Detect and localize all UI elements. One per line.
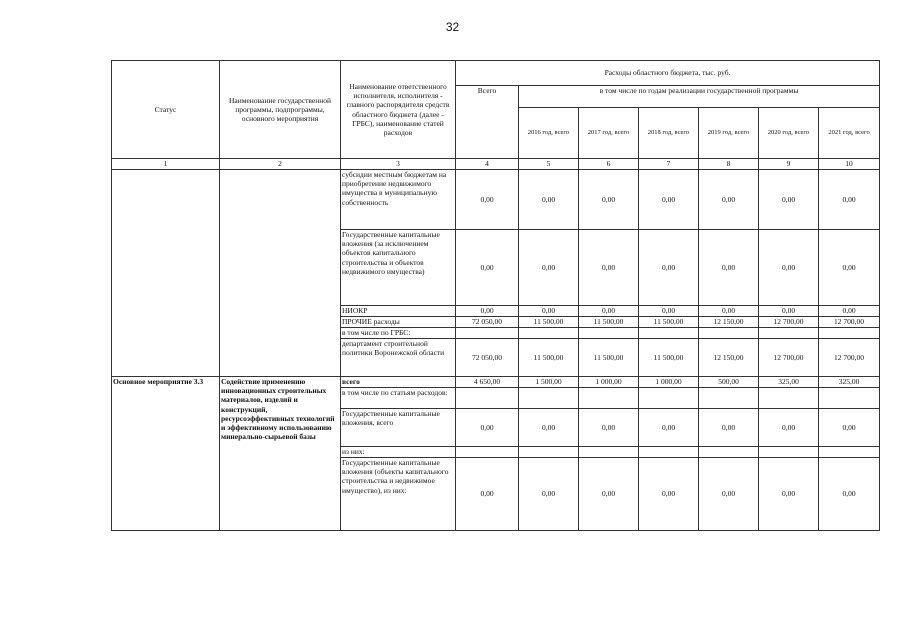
value-cell xyxy=(456,388,519,409)
column-number: 6 xyxy=(579,159,639,170)
value-cell: 1 500,00 xyxy=(519,377,579,388)
expense-item-label: из них: xyxy=(341,447,456,458)
value-cell xyxy=(519,388,579,409)
value-cell: 0,00 xyxy=(519,306,579,317)
value-cell xyxy=(819,447,880,458)
value-cell: 1 000,00 xyxy=(579,377,639,388)
value-cell: 12 150,00 xyxy=(699,339,759,377)
value-cell: 0,00 xyxy=(819,170,880,230)
header-year: 2017 год, всего xyxy=(579,108,639,159)
expense-item-label: ПРОЧИЕ расходы xyxy=(341,317,456,328)
expense-item-label: в том числе по ГРБС: xyxy=(341,328,456,339)
value-cell xyxy=(456,447,519,458)
value-cell: 0,00 xyxy=(456,458,519,531)
value-cell: 0,00 xyxy=(699,170,759,230)
header-status: Статус xyxy=(112,61,220,159)
value-cell: 0,00 xyxy=(456,230,519,306)
value-cell: 1 000,00 xyxy=(639,377,699,388)
value-cell: 325,00 xyxy=(819,377,880,388)
measure-name: Содействие применению инновационных строительных материалов, изделий и конструкций, ресурсоэффективных технологий и эффективному использованию минерально-сырьевой базы xyxy=(220,377,341,531)
value-cell xyxy=(519,447,579,458)
value-cell: 0,00 xyxy=(699,458,759,531)
column-number: 9 xyxy=(759,159,819,170)
budget-table xyxy=(111,60,880,531)
value-cell: 11 500,00 xyxy=(579,317,639,328)
expense-item-label: департамент строительной политики Воронежской области xyxy=(341,339,456,377)
column-number: 1 xyxy=(112,159,220,170)
header-year: 2021 год, всего xyxy=(819,108,880,159)
value-cell: 0,00 xyxy=(519,230,579,306)
header-budget-title: Расходы областного бюджета, тыс. руб. xyxy=(456,61,880,86)
value-cell xyxy=(759,388,819,409)
value-cell: 0,00 xyxy=(579,409,639,447)
value-cell: 11 500,00 xyxy=(519,317,579,328)
expense-item-label: Государственные капитальные вложения (за исключением объектов капитального строительства и объектов недвижимого имущества) xyxy=(341,230,456,306)
expense-item-label: субсидии местным бюджетам на приобретение недвижимого имущества в муниципальную собственность xyxy=(341,170,456,230)
value-cell: 0,00 xyxy=(456,170,519,230)
value-cell: 0,00 xyxy=(519,458,579,531)
value-cell: 0,00 xyxy=(639,230,699,306)
value-cell: 0,00 xyxy=(519,170,579,230)
value-cell: 325,00 xyxy=(759,377,819,388)
header-executor: Наименование ответственного исполнителя, исполнителя - главного распорядителя средств областного бюджета (далее - ГРБС), наименование статей расходов xyxy=(341,61,456,159)
value-cell: 12 700,00 xyxy=(819,317,880,328)
value-cell: 11 500,00 xyxy=(519,339,579,377)
value-cell xyxy=(759,447,819,458)
value-cell: 0,00 xyxy=(699,230,759,306)
value-cell: 0,00 xyxy=(819,409,880,447)
value-cell: 11 500,00 xyxy=(639,339,699,377)
value-cell: 0,00 xyxy=(456,306,519,317)
value-cell xyxy=(639,328,699,339)
column-number: 10 xyxy=(819,159,880,170)
value-cell: 0,00 xyxy=(819,230,880,306)
header-year: 2019 год, всего xyxy=(699,108,759,159)
value-cell xyxy=(639,388,699,409)
value-cell: 0,00 xyxy=(759,458,819,531)
value-cell xyxy=(579,388,639,409)
value-cell: 72 050,00 xyxy=(456,317,519,328)
value-cell xyxy=(579,328,639,339)
value-cell: 0,00 xyxy=(579,458,639,531)
value-cell: 0,00 xyxy=(699,409,759,447)
page-number: 32 xyxy=(445,20,460,34)
header-total: Всего xyxy=(456,86,519,159)
status-cell xyxy=(112,170,220,377)
value-cell xyxy=(699,447,759,458)
column-number: 4 xyxy=(456,159,519,170)
header-by-years: в том числе по годам реализации государственной программы xyxy=(519,86,880,108)
table-row xyxy=(112,170,880,230)
value-cell xyxy=(456,328,519,339)
value-cell xyxy=(759,328,819,339)
value-cell: 0,00 xyxy=(639,170,699,230)
column-number: 3 xyxy=(341,159,456,170)
measure-status: Основное мероприятие 3.3 xyxy=(112,377,220,531)
column-number: 2 xyxy=(220,159,341,170)
value-cell: 0,00 xyxy=(639,409,699,447)
value-cell: 0,00 xyxy=(579,170,639,230)
value-cell xyxy=(699,388,759,409)
expense-item-label: НИОКР xyxy=(341,306,456,317)
value-cell: 12 150,00 xyxy=(699,317,759,328)
column-number-row xyxy=(112,159,880,170)
table-row xyxy=(112,377,880,388)
expense-item-label: Государственные капитальные вложения (объекты капитального строительства и недвижимое имущество), из них: xyxy=(341,458,456,531)
value-cell xyxy=(819,388,880,409)
value-cell: 4 650,00 xyxy=(456,377,519,388)
expense-item-label: всего xyxy=(341,377,456,388)
value-cell: 0,00 xyxy=(579,230,639,306)
expense-item-label: в том числе по статьям расходов: xyxy=(341,388,456,409)
value-cell: 0,00 xyxy=(699,306,759,317)
header-program-name: Наименование государственной программы, подпрограммы, основного мероприятия xyxy=(220,61,341,159)
value-cell: 12 700,00 xyxy=(759,317,819,328)
value-cell xyxy=(699,328,759,339)
value-cell: 0,00 xyxy=(759,306,819,317)
header-year: 2020 год, всего xyxy=(759,108,819,159)
header-year: 2018 год, всего xyxy=(639,108,699,159)
column-number: 7 xyxy=(639,159,699,170)
value-cell xyxy=(639,447,699,458)
value-cell: 12 700,00 xyxy=(759,339,819,377)
program-name-cell xyxy=(220,170,341,377)
column-number: 8 xyxy=(699,159,759,170)
value-cell: 12 700,00 xyxy=(819,339,880,377)
value-cell: 72 050,00 xyxy=(456,339,519,377)
value-cell: 11 500,00 xyxy=(639,317,699,328)
value-cell: 0,00 xyxy=(819,306,880,317)
value-cell: 0,00 xyxy=(639,306,699,317)
value-cell: 0,00 xyxy=(519,409,579,447)
value-cell: 0,00 xyxy=(759,230,819,306)
expense-item-label: Государственные капитальные вложения, всего xyxy=(341,409,456,447)
value-cell: 0,00 xyxy=(639,458,699,531)
value-cell xyxy=(819,328,880,339)
value-cell: 0,00 xyxy=(759,409,819,447)
value-cell xyxy=(579,447,639,458)
value-cell: 0,00 xyxy=(819,458,880,531)
value-cell xyxy=(519,328,579,339)
column-number: 5 xyxy=(519,159,579,170)
value-cell: 0,00 xyxy=(759,170,819,230)
header-year: 2016 год, всего xyxy=(519,108,579,159)
value-cell: 0,00 xyxy=(456,409,519,447)
value-cell: 500,00 xyxy=(699,377,759,388)
value-cell: 11 500,00 xyxy=(579,339,639,377)
value-cell: 0,00 xyxy=(579,306,639,317)
